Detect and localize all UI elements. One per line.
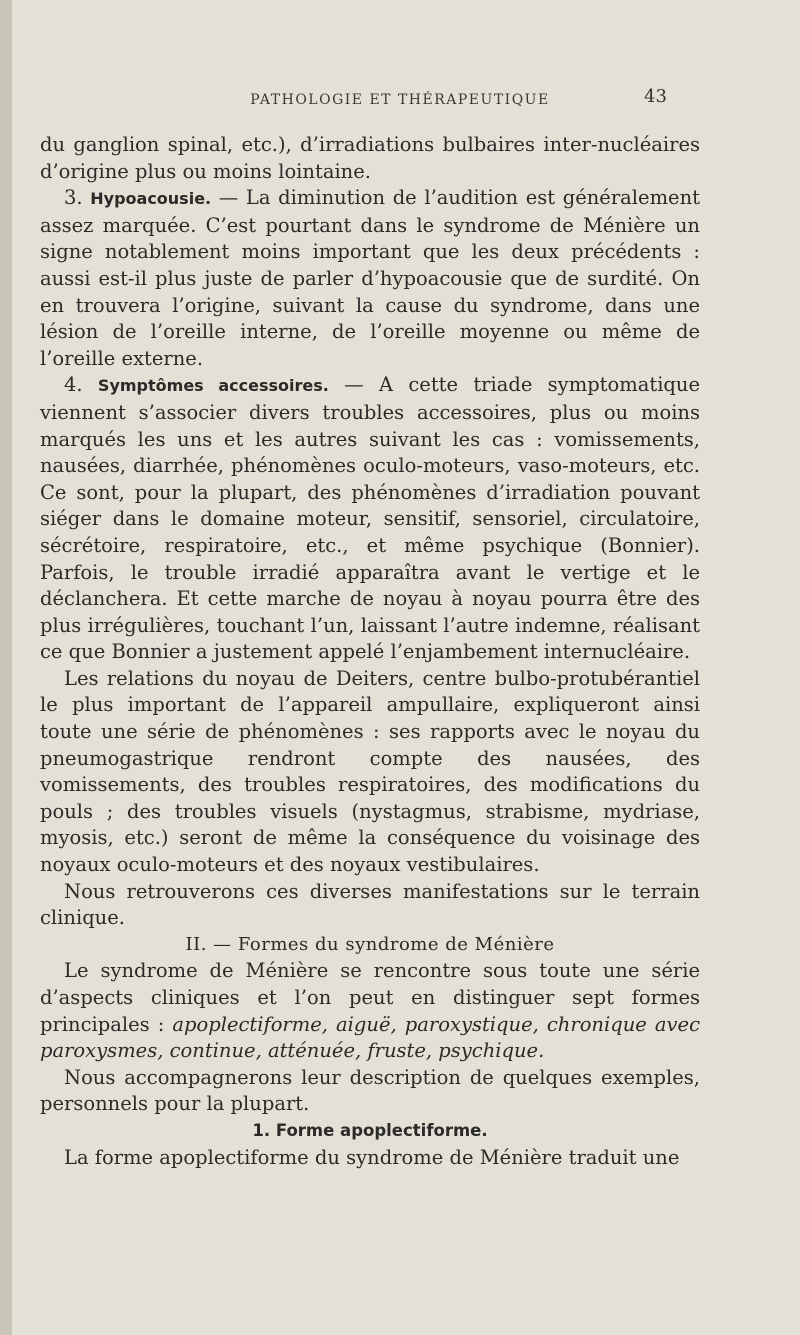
paragraph-hypoacousie xyxy=(40,185,700,372)
paragraph-retrouverons: Nous retrouverons ces diverses manifestations sur le terrain clinique. xyxy=(40,879,700,930)
item-number: 3. xyxy=(64,186,83,210)
item-title-symptomes: Symptômes accessoires. xyxy=(97,376,329,396)
paragraph-symptomes-accessoires xyxy=(40,372,700,666)
paragraph-forme-apoplectiforme: La forme apoplectiforme du syndrome de Ménière traduit une xyxy=(64,1145,680,1169)
subheading-forme-apoplectiforme: 1. Forme apoplectiforme. xyxy=(252,1120,488,1140)
paragraph-relations: Les relations du noyau de Deiters, centre bulbo-protubérantiel le plus important de l’appareil ampullaire, expliqueront ainsi toute une série de phénomènes : ses rapports avec le noyau du pneumogastrique rendront compte des nausées, des vomissements, des troubles respiratoires, des modifications du pouls ; des troubles visuels (nystagmus, strabisme, mydriase, myosis, etc.) seront de même la conséquence du voisinage des noyaux oculo-moteurs et des noyaux vestibulaires. xyxy=(40,666,700,877)
item-text-symptomes: — A cette triade symptomatique viennent s’associer divers troubles accessoires, plus ou moins marqués les uns et les autres suivant les cas : vomissements, nausées, diarrhée, phénomènes oculo-moteurs, vaso-moteurs, etc. Ce sont, pour la plupart, des phénomènes d’irradiation pouvant siéger dans le domaine moteur, sensitif, sensoriel, circulatoire, sécrétoire, respiratoire, etc., et même psychique (Bonnier). Parfois, le trouble irradié apparaîtra avant le vertige et le déclanchera. Et cette marche de noyau à noyau pourra être des plus irrégulières, touchant l’un, laissant l’autre indemne, réalisant ce que Bonnier a justement appelé l’enjambement internucléaire. xyxy=(40,373,701,664)
paragraph-syndrome xyxy=(40,958,700,1064)
forms-list: apoplectiforme, aiguë, paroxystique, chronique avec paroxysmes, continue, atténuée, fruste, psychique. xyxy=(40,1012,700,1063)
paragraph-ganglion: du ganglion spinal, etc.), d’irradiations bulbaires inter-nucléaires d’origine plus ou moins lointaine. xyxy=(40,133,700,183)
running-header: PATHOLOGIE ET THÉRAPEUTIQUE xyxy=(250,92,550,108)
item-title-hypoacousie: Hypoacousie. xyxy=(90,189,212,209)
page-number: 43 xyxy=(644,86,667,107)
syndrome-intro: Le syndrome de Ménière se rencontre sous toute une série d’aspects cliniques et l’on peut en distinguer sept formes principales : xyxy=(40,959,700,1036)
item-text-hypoacousie: — La diminution de l’audition est généralement assez marquée. C’est pourtant dans le syndrome de Ménière un signe notablement moins important que les deux précédents : aussi est-il plus juste de parler d’hypoacousie que de surdité. On en trouvera l’origine, suivant la cause du syndrome, dans une lésion de l’oreille interne, de l’oreille moyenne ou même de l’oreille externe. xyxy=(40,186,700,370)
item-number: 4. xyxy=(64,373,83,397)
section-heading: II. — Formes du syndrome de Ménière xyxy=(185,933,555,955)
page-edge xyxy=(0,0,12,1335)
paragraph-accompagnerons: Nous accompagnerons leur description de quelques exemples, personnels pour la plupart. xyxy=(40,1065,700,1116)
body-text xyxy=(40,132,700,1171)
